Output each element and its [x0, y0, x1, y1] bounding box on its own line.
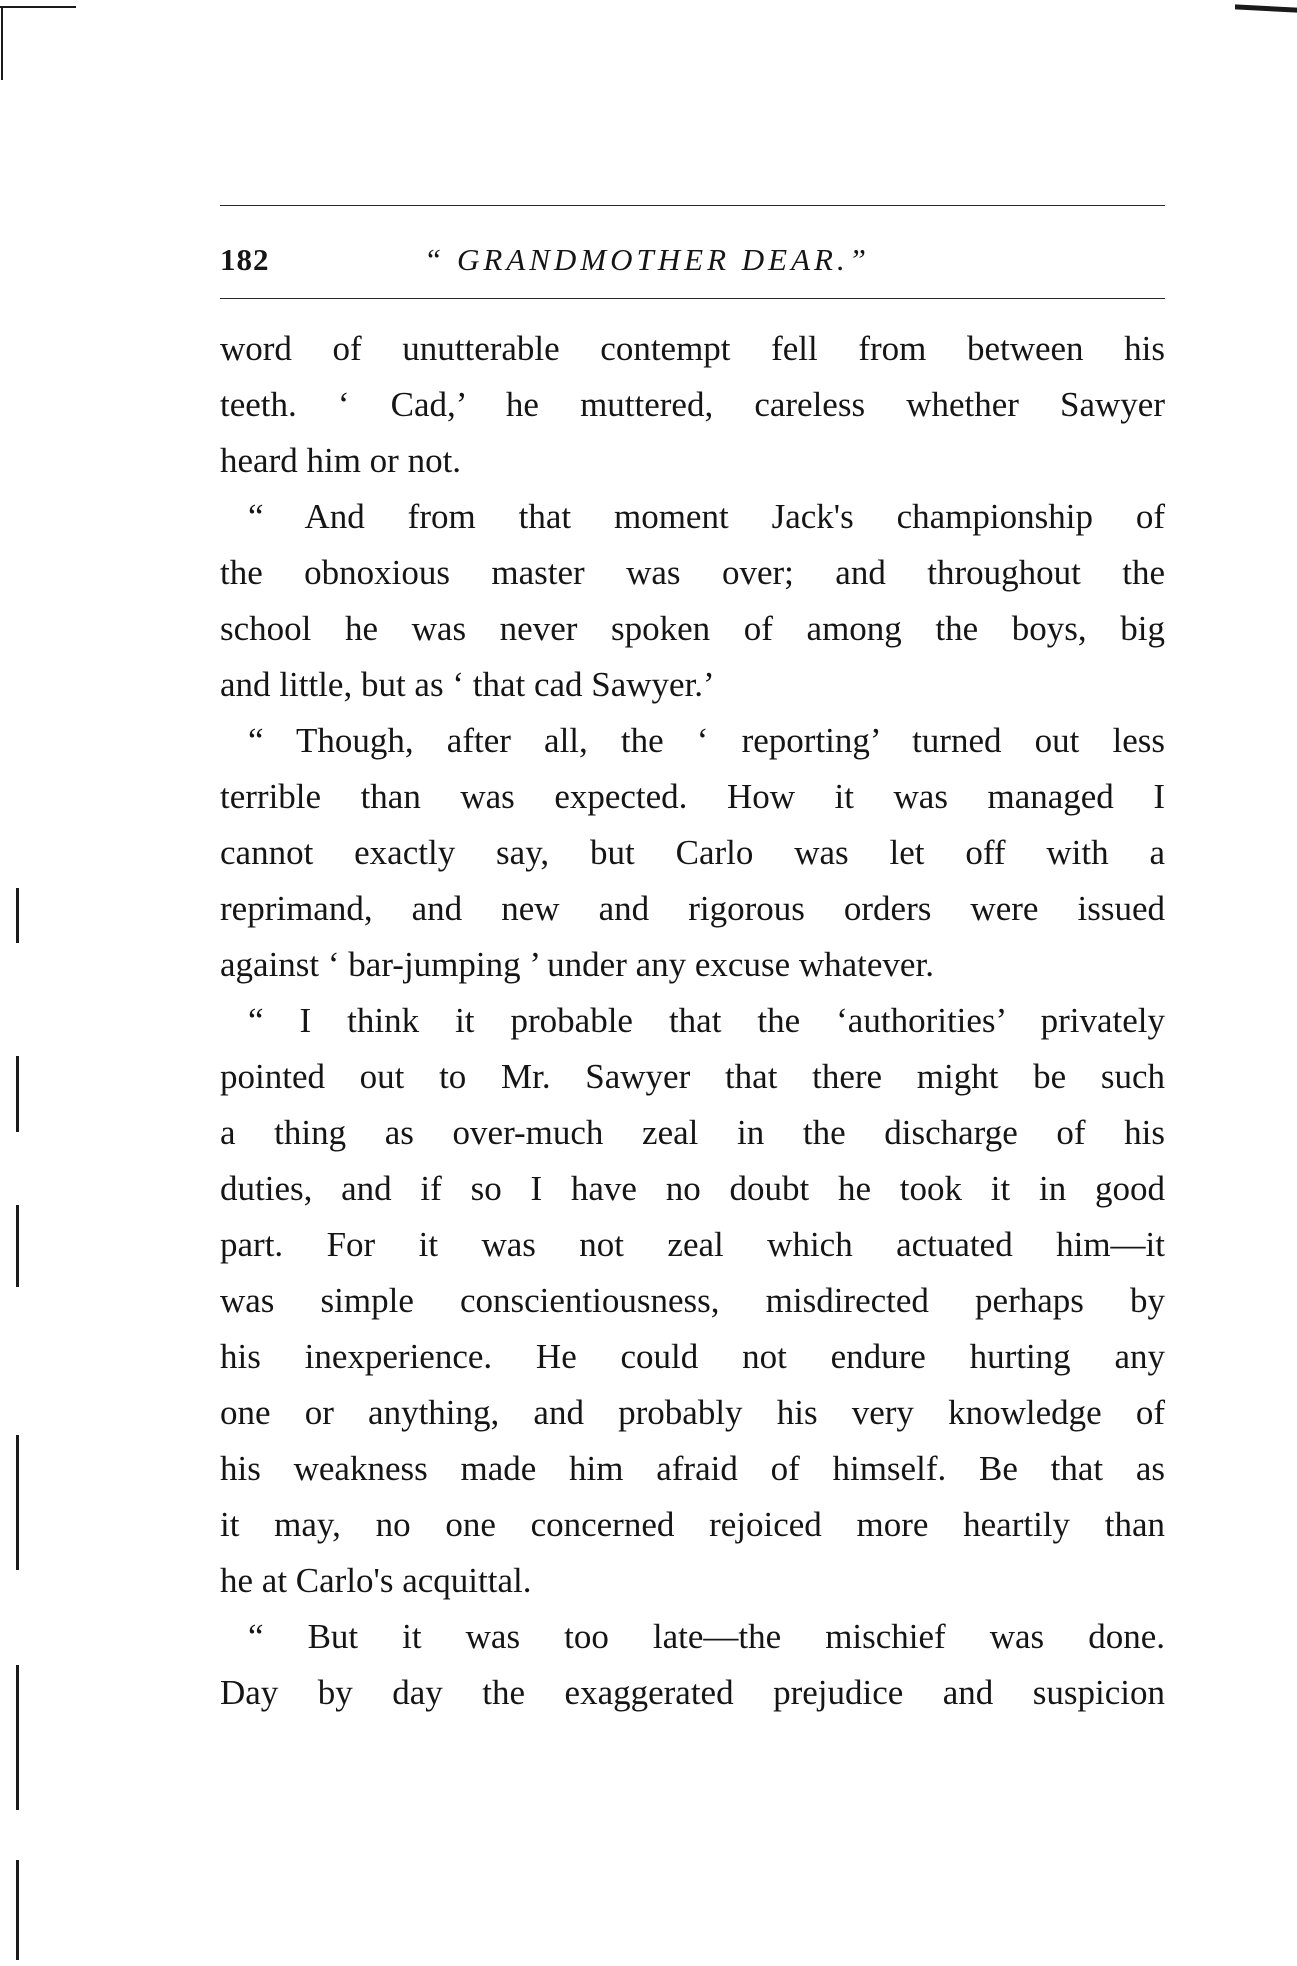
body-text: [220, 321, 1170, 1721]
book-page: [220, 205, 1170, 1721]
text-line: Day by day the exaggerated prejudice and suspicion: [220, 1673, 1165, 1712]
running-title: “ GRANDMOTHER DEAR.”: [424, 242, 870, 277]
text-line: one or anything, and probably his very knowledge of: [220, 1393, 1165, 1432]
text-line: he at Carlo's acquittal.: [220, 1561, 532, 1600]
text-line: cannot exactly say, but Carlo was let off with a: [220, 833, 1165, 872]
text-line: a thing as over-much zeal in the discharge of his: [220, 1113, 1165, 1152]
text-line: it may, no one concerned rejoiced more heartily than: [220, 1505, 1165, 1544]
text-line: heard him or not.: [220, 441, 462, 480]
text-line: against ‘ bar-jumping ’ under any excuse whatever.: [220, 945, 934, 984]
text-line: pointed out to Mr. Sawyer that there might be such: [220, 1057, 1165, 1096]
scan-edge-mark: [16, 1860, 19, 1960]
scan-corner-mark: [1235, 4, 1297, 12]
text-line: reprimand, and new and rigorous orders were issued: [220, 889, 1165, 928]
scan-edge-mark: [16, 1205, 19, 1287]
text-line: the obnoxious master was over; and throughout the: [220, 553, 1165, 592]
running-head: [220, 238, 1170, 282]
header-top-rule: [220, 205, 1165, 206]
text-line: “ And from that moment Jack's championship of: [248, 497, 1165, 536]
text-line: was simple conscientiousness, misdirected perhaps by: [220, 1281, 1165, 1320]
page-number: 182: [220, 242, 270, 277]
text-line: his inexperience. He could not endure hurting any: [220, 1337, 1165, 1376]
text-line: his weakness made him afraid of himself. Be that as: [220, 1449, 1165, 1488]
text-line: and little, but as ‘ that cad Sawyer.’: [220, 665, 715, 704]
text-line: teeth. ‘ Cad,’ he muttered, careless whether Sawyer: [220, 385, 1165, 424]
scan-edge-mark: [16, 1435, 19, 1570]
scan-edge-mark: [16, 1056, 19, 1132]
text-line: “ I think it probable that the ‘authorities’ privately: [248, 1001, 1165, 1040]
text-line: terrible than was expected. How it was managed I: [220, 777, 1165, 816]
text-line: duties, and if so I have no doubt he took it in good: [220, 1169, 1165, 1208]
scan-edge-mark: [16, 1665, 19, 1810]
scan-corner-mark: [1, 6, 3, 80]
text-line: word of unutterable contempt fell from between his: [220, 329, 1165, 368]
scan-corner-mark: [0, 6, 76, 8]
text-line: school he was never spoken of among the boys, big: [220, 609, 1165, 648]
scan-edge-mark: [16, 888, 19, 943]
header-bottom-rule: [220, 298, 1165, 299]
text-line: part. For it was not zeal which actuated him—it: [220, 1225, 1165, 1264]
text-line: “ But it was too late—the mischief was done.: [248, 1617, 1165, 1656]
text-line: “ Though, after all, the ‘ reporting’ turned out less: [248, 721, 1165, 760]
